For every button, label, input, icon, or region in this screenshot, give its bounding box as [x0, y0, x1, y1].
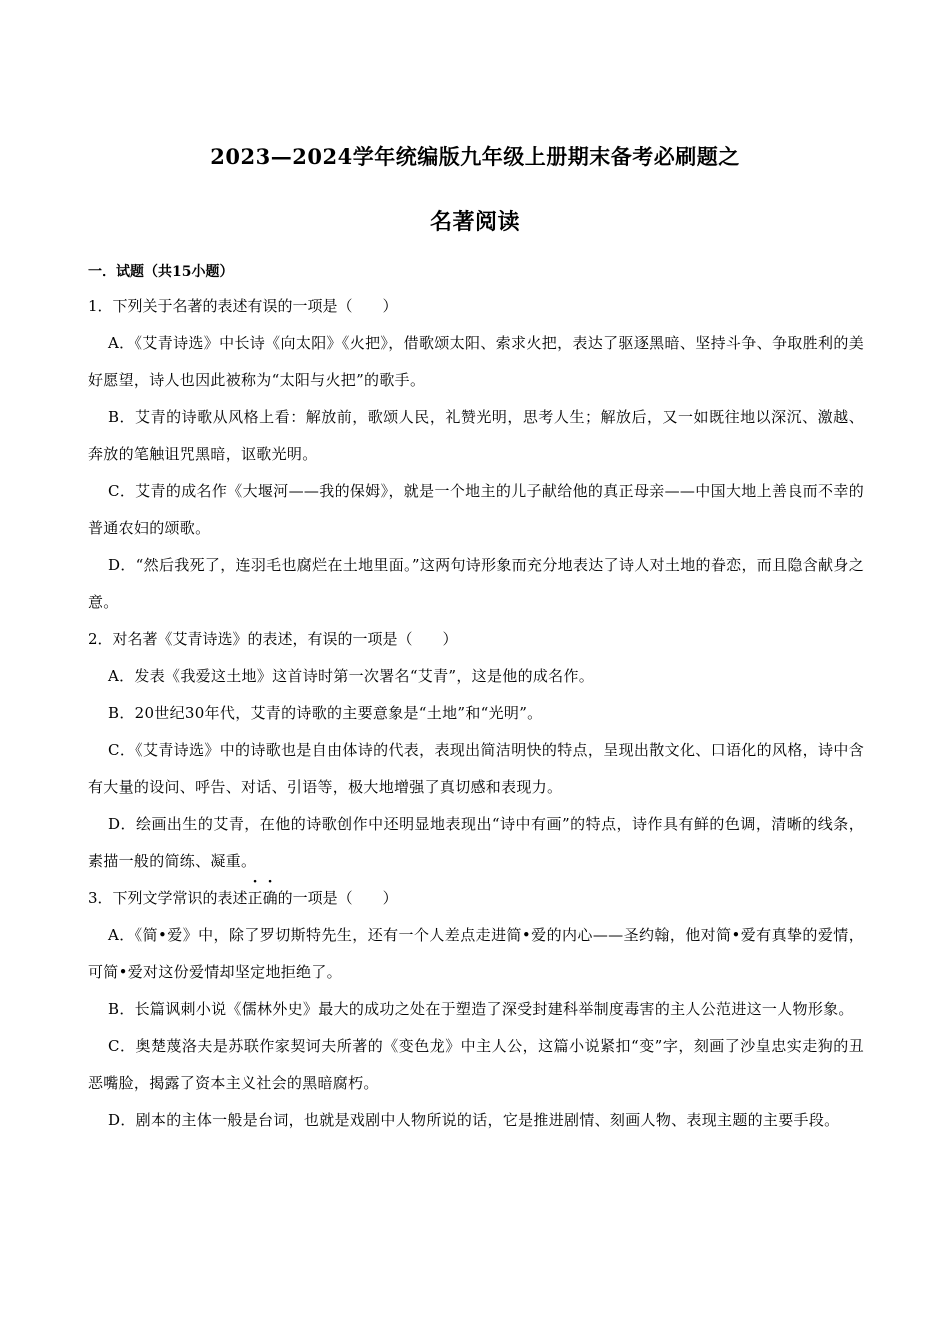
option-a: A．《艾青诗选》中长诗《向太阳》《火把》，借歌颂太阳、索求火把，表达了驱逐黑暗、坚持斗争、争取胜利的美好愿望，诗人也因此被称为“太阳与火把”的歌手。 [88, 334, 864, 389]
question-stem [88, 880, 864, 917]
option-b: B．艾青的诗歌从风格上看：解放前，歌颂人民，礼赞光明，思考人生；解放后，又一如既往地以深沉、激越、奔放的笔触诅咒黑暗，讴歌光明。 [88, 408, 864, 463]
document-title: 2023—2024学年统编版九年级上册期末备考必刷题之 [210, 144, 740, 169]
question-stem: 1．下列关于名著的表述有误的一项是（ ） [88, 297, 398, 315]
emphasis-char: 确 [262, 889, 278, 907]
option-c: C．《艾青诗选》中的诗歌也是自由体诗的代表，表现出简洁明快的特点，呈现出散文化、口语化的风格，诗中含有大量的设问、呼告、对话、引语等，极大地增强了真切感和表现力。 [88, 741, 864, 796]
option-b: B．20世纪30年代，艾青的诗歌的主要意象是“土地”和“光明”。 [108, 704, 543, 722]
option-c: C．艾青的成名作《大堰河——我的保姆》，就是一个地主的儿子献给他的真正母亲——中国大地上善良而不幸的普通农妇的颂歌。 [88, 482, 864, 537]
question-3 [88, 880, 864, 1139]
question-list [88, 288, 864, 1139]
option-d: D．“然后我死了，连羽毛也腐烂在土地里面。”这两句诗形象而充分地表达了诗人对土地的眷恋，而且隐含献身之意。 [88, 556, 864, 611]
question-stem: 2．对名著《艾青诗选》的表述，有误的一项是（ ） [88, 630, 458, 648]
option-a: A．《简•爱》中，除了罗切斯特先生，还有一个人差点走进简•爱的内心——圣约翰，他对简•爱有真挚的爱情，可简•爱对这份爱情却坚定地拒绝了。 [88, 926, 864, 981]
option-d: D．绘画出生的艾青，在他的诗歌创作中还明显地表现出“诗中有画”的特点，诗作具有鲜的色调，清晰的线条，素描一般的简练、凝重。 [88, 815, 864, 870]
question-2 [88, 621, 864, 880]
document-subtitle: 名著阅读 [429, 209, 520, 235]
question-1 [88, 288, 864, 621]
emphasis-char: 正 [247, 889, 263, 907]
stem-text-after: 的一项是（ ） [277, 889, 398, 907]
option-a: A．发表《我爱这土地》这首诗时第一次署名“艾青”，这是他的成名作。 [108, 667, 595, 685]
option-b: B．长篇讽刺小说《儒林外史》最大的成功之处在于塑造了深受封建科举制度毒害的主人公范进这一人物形象。 [108, 1000, 854, 1018]
option-d: D．剧本的主体一般是台词，也就是戏剧中人物所说的话，它是推进剧情、刻画人物、表现主题的主要手段。 [108, 1111, 840, 1129]
section-heading: 一．试题（共15小题） [88, 264, 234, 280]
stem-text-before: 3．下列文学常识的表述 [88, 889, 248, 907]
option-c: C．奥楚蔑洛夫是苏联作家契诃夫所著的《变色龙》中主人公，这篇小说紧扣“变”字，刻画了沙皇忠实走狗的丑恶嘴脸，揭露了资本主义社会的黑暗腐朽。 [88, 1037, 864, 1092]
